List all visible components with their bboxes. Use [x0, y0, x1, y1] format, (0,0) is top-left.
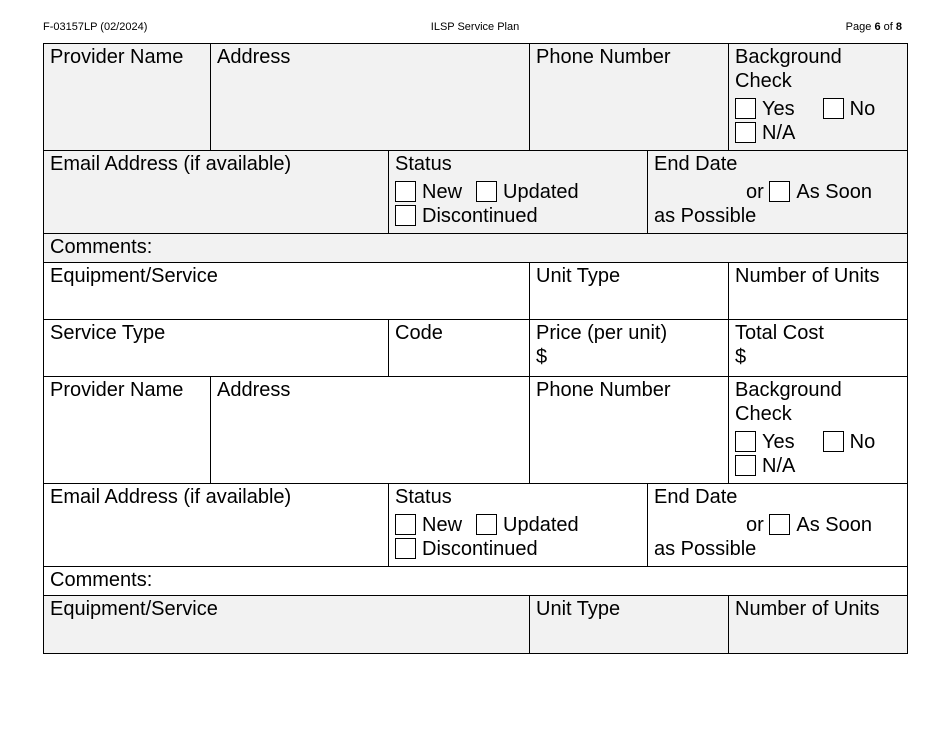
end-date-asap-checkbox-2[interactable]: [769, 514, 790, 535]
email-field-1[interactable]: Email Address (if available): [43, 150, 389, 234]
unit-type-field-2[interactable]: Unit Type: [529, 595, 729, 654]
form-id: F-03157LP (02/2024): [43, 21, 148, 33]
comments-field-2[interactable]: Comments:: [43, 566, 908, 596]
code-field-1[interactable]: Code: [388, 319, 530, 377]
background-check-field-2: Background Check Yes No N/A: [728, 376, 908, 484]
status-new-checkbox-2[interactable]: [395, 514, 416, 535]
status-discontinued-checkbox-2[interactable]: [395, 538, 416, 559]
status-updated-checkbox-2[interactable]: [476, 514, 497, 535]
end-date-field-2[interactable]: End Date or As Soon as Possible: [647, 483, 908, 567]
email-field-2[interactable]: Email Address (if available): [43, 483, 389, 567]
number-of-units-field-2[interactable]: Number of Units: [728, 595, 908, 654]
background-check-field-1: Background Check Yes No N/A: [728, 43, 908, 151]
address-field-1[interactable]: Address: [210, 43, 530, 151]
equipment-service-field-2[interactable]: Equipment/Service: [43, 595, 530, 654]
phone-number-field-2[interactable]: Phone Number: [529, 376, 729, 484]
service-type-field-1[interactable]: Service Type: [43, 319, 389, 377]
phone-number-field-1[interactable]: Phone Number: [529, 43, 729, 151]
background-no-checkbox-2[interactable]: [823, 431, 844, 452]
price-per-unit-field-1[interactable]: Price (per unit) $: [529, 319, 729, 377]
end-date-asap-checkbox-1[interactable]: [769, 181, 790, 202]
form-title: ILSP Service Plan: [430, 21, 520, 33]
number-of-units-field-1[interactable]: Number of Units: [728, 262, 908, 320]
background-yes-checkbox-1[interactable]: [735, 98, 756, 119]
background-yes-checkbox-2[interactable]: [735, 431, 756, 452]
end-date-field-1[interactable]: End Date or As Soon as Possible: [647, 150, 908, 234]
unit-type-field-1[interactable]: Unit Type: [529, 262, 729, 320]
status-updated-checkbox-1[interactable]: [476, 181, 497, 202]
status-field-1: Status New Updated Discontinued: [388, 150, 648, 234]
background-na-checkbox-2[interactable]: [735, 455, 756, 476]
provider-name-field-2[interactable]: Provider Name: [43, 376, 211, 484]
address-field-2[interactable]: Address: [210, 376, 530, 484]
equipment-service-field-1[interactable]: Equipment/Service: [43, 262, 530, 320]
background-no-checkbox-1[interactable]: [823, 98, 844, 119]
page-number: Page 6 of 8: [845, 21, 902, 33]
comments-field-1[interactable]: Comments:: [43, 233, 908, 263]
status-field-2: Status New Updated Discontinued: [388, 483, 648, 567]
total-cost-field-1[interactable]: Total Cost $: [728, 319, 908, 377]
provider-name-field-1[interactable]: Provider Name: [43, 43, 211, 151]
status-new-checkbox-1[interactable]: [395, 181, 416, 202]
status-discontinued-checkbox-1[interactable]: [395, 205, 416, 226]
background-na-checkbox-1[interactable]: [735, 122, 756, 143]
